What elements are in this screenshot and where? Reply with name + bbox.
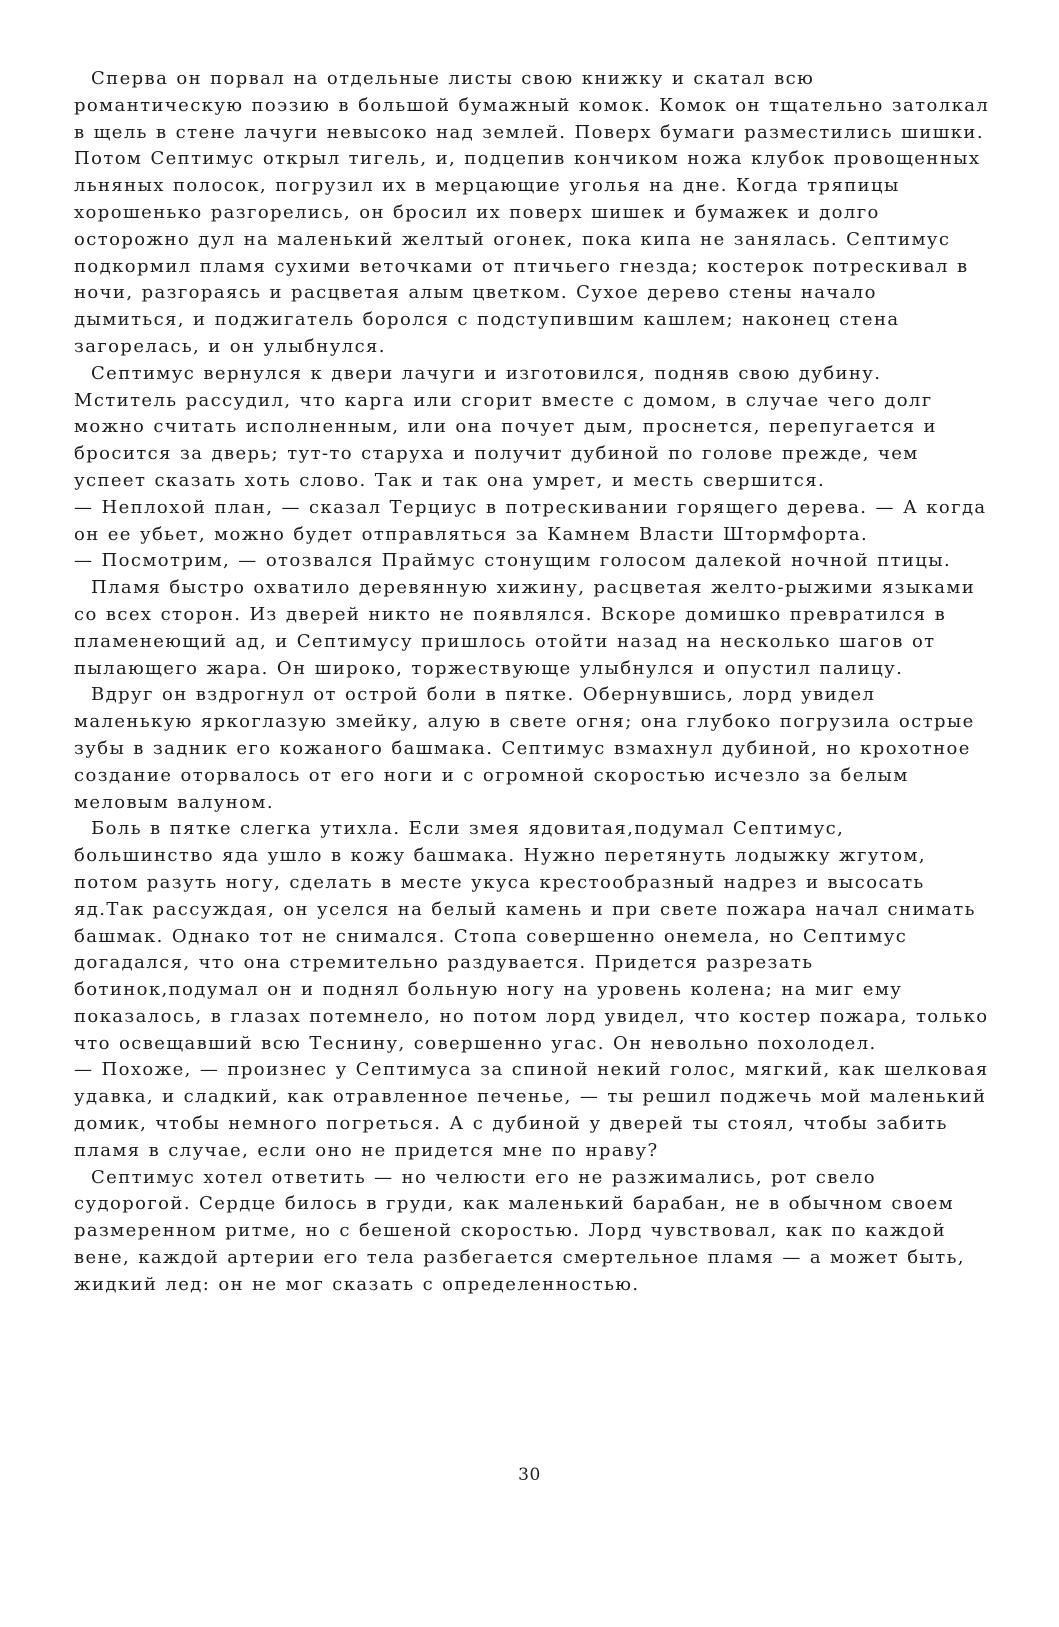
body-text	[74, 66, 990, 1299]
dialogue-line: — Похоже, — произнес у Септимуса за спиной некий голос, мягкий, как шелковая удавка, и сладкий, как отравленное печенье, — ты решил поджечь мой маленький домик, чтобы немного погреться. А с дубиной у дверей ты стоял, чтобы забить пламя в случае, если оно не придется мне по нраву?	[74, 1059, 989, 1161]
paragraph: Сперва он порвал на отдельные листы свою книжку и скатал всю романтическую поэзию в большой бумажный комок. Комок он тщательно затолкал в щель в стене лачуги невысоко над землей. Поверх бумаги разместились шишки. Потом Септимус открыл тигель, и, подцепив кончиком ножа клубок провощенных льняных полосок, погрузил их в мерцающие уголья на дне. Когда тряпицы хорошенько разгорелись, он бросил их поверх шишек и бумажек и долго осторожно дул на маленький желтый огонек, пока кипа не занялась. Септимус подкормил пламя сухими веточками от птичьего гнезда; костерок потрескивал в ночи, разгораясь и расцветая алым цветком. Сухое дерево стены начало дымиться, и поджигатель боролся с подступившим кашлем; наконец стена загорелась, и он улыбнулся.	[74, 68, 990, 357]
page-number: 30	[518, 1465, 541, 1485]
paragraph: Септимус вернулся к двери лачуги и изготовился, подняв свою дубину. Мститель рассудил, что карга или сгорит вместе с домом, в случае чего долг можно считать исполненным, или она почует дым, проснется, перепугается и бросится за дверь; тут-то старуха и получит дубиной по голове прежде, чем успеет сказать хоть слово. Так и так она умрет, и месть свершится.	[74, 362, 937, 491]
dialogue-line: — Неплохой план, — сказал Терциус в потрескивании горящего дерева. — А когда он ее убьет, можно будет отправляться за Камнем Власти Штормфорта.	[74, 496, 987, 545]
paragraph: Вдруг он вздрогнул от острой боли в пятке. Обернувшись, лорд увидел маленькую яркоглазую змейку, алую в свете огня; она глубоко погрузила острые зубы в задник его кожаного башмака. Септимус взмахнул дубиной, но крохотное создание оторвалось от его ноги и с огромной скоростью исчезло за белым меловым валуном.	[74, 684, 975, 813]
paragraph: Септимус хотел ответить — но челюсти его не разжимались, рот свело судорогой. Сердце билось в груди, как маленький барабан, не в обычном своем размеренном ритме, но с бешеной скоростью. Лорд чувствовал, как по каждой вене, каждой артерии его тела разбегается смертельное пламя — а может быть, жидкий лед: он не мог сказать с определенностью.	[74, 1166, 965, 1295]
paragraph: Пламя быстро охватило деревянную хижину, расцветая желто-рыжими языками со всех сторон. Из дверей никто не появлялся. Вскоре домишко превратился в пламенеющий ад, и Септимусу пришлось отойти назад на несколько шагов от пылающего жара. Он широко, торжествующе улыбнулся и опустил палицу.	[74, 577, 976, 679]
paragraph: Боль в пятке слегка утихла. Если змея ядовитая,подумал Септимус, большинство яда ушло в кожу башмака. Нужно перетянуть лодыжку жгутом, потом разуть ногу, сделать в месте укуса крестообразный надрез и высосать яд.Так рассуждая, он уселся на белый камень и при свете пожара начал снимать башмак. Однако тот не снимался. Стопа совершенно онемела, но Септимус догадался, что она стремительно раздувается. Придется разрезать ботинок,подумал он и поднял больную ногу на уровень колена; на миг ему показалось, в глазах потемнело, но потом лорд увидел, что костер пожара, только что освещавший всю Теснину, совершенно угас. Он невольно похолодел.	[74, 818, 989, 1054]
dialogue-line: — Посмотрим, — отозвался Праймус стонущим голосом далекой ночной птицы.	[74, 550, 952, 572]
